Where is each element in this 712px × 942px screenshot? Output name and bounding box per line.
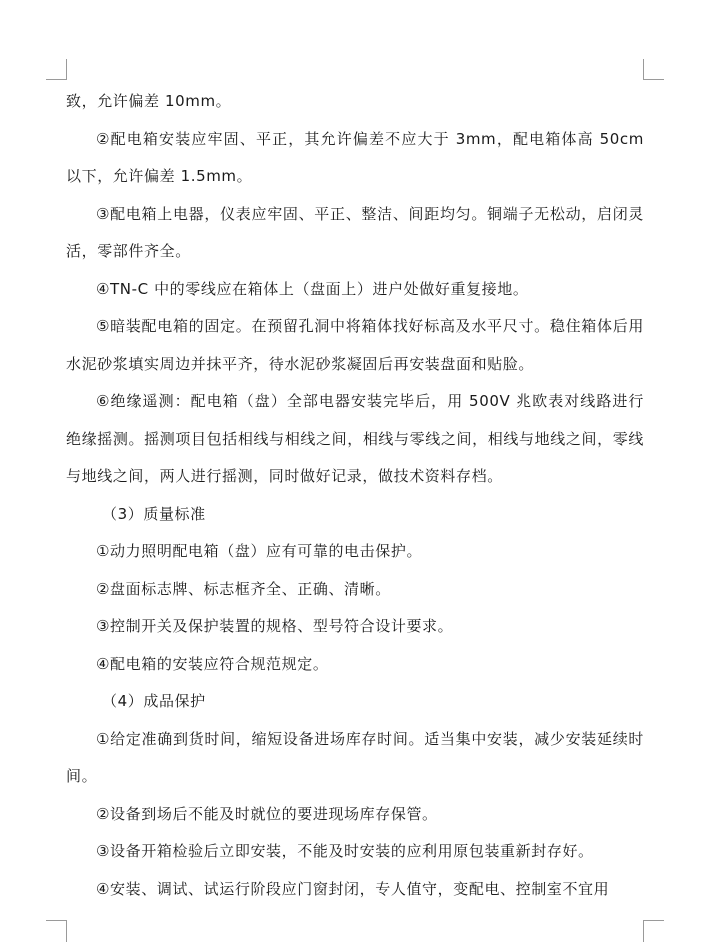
paragraph: ②配电箱安装应牢固、平正，其允许偏差不应大于 3mm，配电箱体高 50cm 以下，允许偏差 1.5mm。 <box>66 129 644 185</box>
paragraph: ④安装、调试、试运行阶段应门窗封闭，专人值守，变配电、控制室不宜用 <box>96 879 610 898</box>
paragraph: ③控制开关及保护装置的规格、型号符合设计要求。 <box>96 617 454 635</box>
paragraph: ②设备到场后不能及时就位的要进现场库存保管。 <box>96 804 438 823</box>
margin-mark-bottom-right <box>643 920 664 942</box>
paragraph: ③配电箱上电器，仪表应牢固、平正、整洁、间距均匀。铜端子无松动，启闭灵活，零部件齐全。 <box>66 204 644 260</box>
section-heading: （4）成品保护 <box>102 692 206 710</box>
paragraph: ①给定准确到货时间，缩短设备进场库存时间。适当集中安装，减少安装延续时间。 <box>66 729 644 785</box>
paragraph: ②盘面标志牌、标志框齐全、正确、清晰。 <box>96 579 391 598</box>
paragraph: ⑤暗装配电箱的固定。在预留孔洞中将箱体找好标高及水平尺寸。稳住箱体后用水泥砂浆填实周边并抹平齐，待水泥砂浆凝固后再安装盘面和贴脸。 <box>66 317 644 373</box>
margin-mark-top-right <box>643 59 664 80</box>
document-body <box>66 83 644 908</box>
paragraph: ④配电箱的安装应符合规范规定。 <box>96 654 329 673</box>
margin-mark-top-left <box>46 59 67 80</box>
paragraph: ⑥绝缘遥测：配电箱（盘）全部电器安装完毕后，用 500V 兆欧表对线路进行绝缘摇测。摇测项目包括相线与相线之间，相线与零线之间，相线与地线之间，零线与地线之间，两人进行摇测，同时做好记录，做技术资料存档。 <box>66 392 644 485</box>
paragraph: ③设备开箱检验后立即安装，不能及时安装的应利用原包装重新封存好。 <box>96 842 594 860</box>
paragraph: 致，允许偏差 10mm。 <box>66 92 232 110</box>
paragraph: ①动力照明配电箱（盘）应有可靠的电击保护。 <box>96 542 423 560</box>
paragraph: ④TN-C 中的零线应在箱体上（盘面上）进户处做好重复接地。 <box>96 279 529 298</box>
margin-mark-bottom-left <box>46 920 67 942</box>
section-heading: （3）质量标准 <box>102 504 206 523</box>
